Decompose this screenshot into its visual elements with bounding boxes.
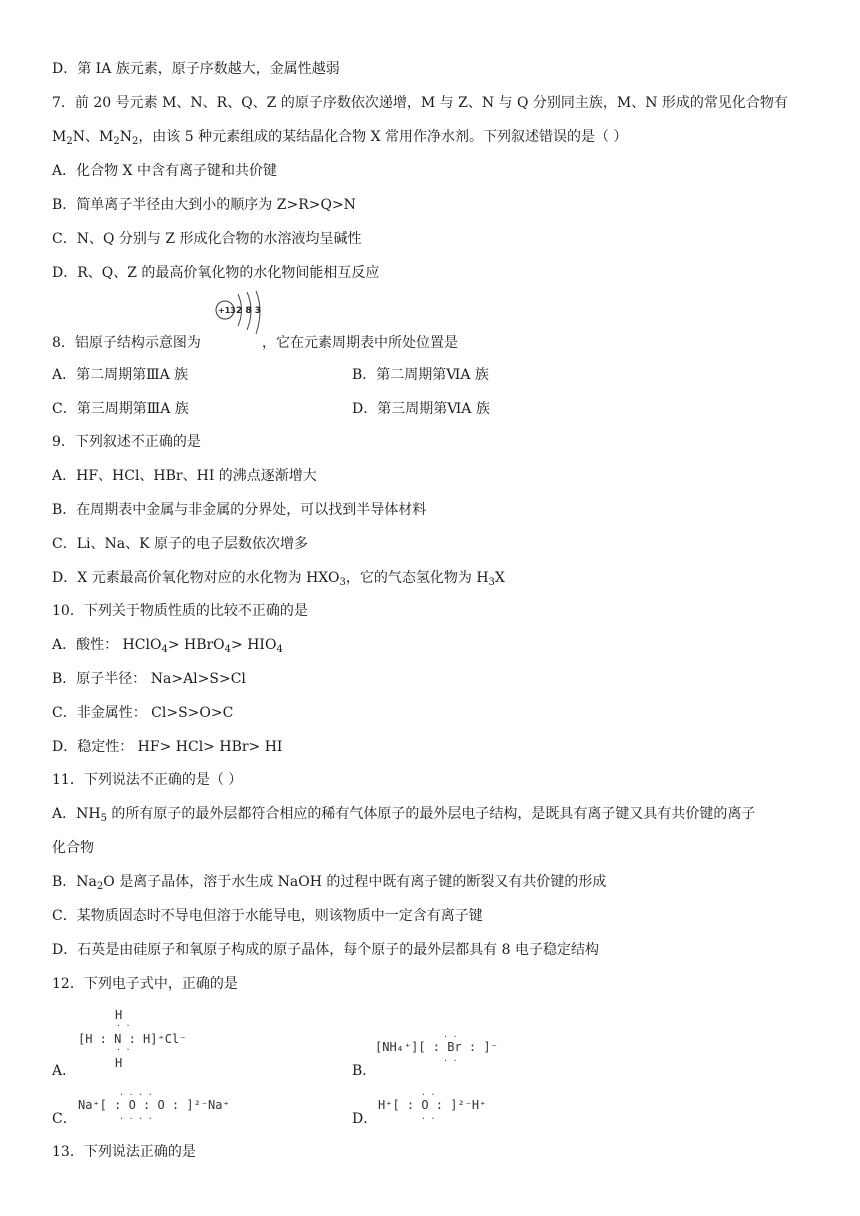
q8-option-c: C．第三周期第ⅢA 族 [52, 401, 189, 417]
formula-d: H⁺[ : O : ]²⁻H⁺ [378, 1098, 487, 1112]
q10-option-a: A．酸性： HClO$_4$> HBrO$_4$> $HIO_4$ [52, 637, 283, 655]
q7-stem-line2: $M_2N$、$M_2N_2$，由该 5 种元素组成的某结晶化合物 X 常用作净水剂。下列叙述错误的是（ ） [52, 129, 628, 147]
electron-pair-dots: · · [443, 1032, 458, 1041]
formula-b: [NH₄⁺][ : Br : ]⁻ [375, 1040, 498, 1054]
q7-option-c: C．N、Q 分别与 Z 形成化合物的水溶液均呈碱性 [52, 231, 362, 247]
electron-pair-dots: · · [116, 1021, 131, 1030]
electron-pair-dots: · · · · [119, 1090, 153, 1099]
q8-option-b: B．第二周期第ⅥA 族 [352, 367, 489, 383]
q11-option-c: C．某物质固态时不导电但溶于水能导电，则该物质中一定含有离子键 [52, 908, 483, 924]
electron-pair-dots: · · [421, 1090, 436, 1099]
q8-stem-after: ，它在元素周期表中所处位置是 [262, 335, 458, 351]
formula-a-top-h: H [115, 1008, 123, 1022]
q8-option-a: A．第二周期第ⅢA 族 [52, 367, 189, 383]
electron-pair-dots: · · [443, 1056, 458, 1065]
aluminum-atom-diagram [212, 290, 264, 346]
q12-option-d-formula [378, 1090, 487, 1123]
q10-option-c: C．非金属性： Cl>S>O>C [52, 705, 234, 721]
q13-stem: 13．下列说法正确的是 [52, 1144, 196, 1160]
q8-stem-before: 8．铝原子结构示意图为 [52, 335, 201, 351]
q12-option-c-label: C． [52, 1111, 77, 1127]
q7-option-d: D．R、Q、Z 的最高价氧化物的水化物间能相互反应 [52, 265, 380, 281]
q11-option-a: A．$NH_5$ 的所有原子的最外层都符合相应的稀有气体原子的最外层电子结构，是既具有离子键又具有共价键的离子 [52, 806, 756, 824]
q11-stem: 11．下列说法不正确的是（ ） [52, 772, 243, 788]
electron-pair-dots: · · [421, 1114, 436, 1123]
q10-stem: 10．下列关于物质性质的比较不正确的是 [52, 603, 308, 619]
q10-option-b: B．原子半径： Na>Al>S>Cl [52, 671, 246, 687]
q12-stem: 12．下列电子式中，正确的是 [52, 976, 238, 992]
q9-option-d: D．X 元素最高价氧化物对应的水化物为 $HXO_3$，它的气态氢化物为 $H_3X$ [52, 570, 505, 588]
q12-option-c-formula [78, 1090, 230, 1123]
q12-option-d-label: D． [352, 1111, 378, 1127]
q11-option-a-continued: 化合物 [52, 840, 94, 856]
q11-option-d: D．石英是由硅原子和氧原子构成的原子晶体，每个原子的最外层都具有 8 电子稳定结构 [52, 942, 600, 958]
shell-electrons-label: 2 8 3 [236, 306, 262, 316]
q10-option-d: D．稳定性： HF> HCl> HBr> HI [52, 739, 283, 755]
q12-option-a-formula [78, 1008, 198, 1072]
q9-stem: 9．下列叙述不正确的是 [52, 434, 201, 450]
q12-option-b-label: B． [352, 1063, 377, 1079]
formula-a-bottom-h: H [115, 1056, 123, 1070]
q7-option-b: B．简单离子半径由大到小的顺序为 Z>R>Q>N [52, 197, 356, 213]
q7-stem-line1: 7．前 20 号元素 M、N、R、Q、Z 的原子序数依次递增，M 与 Z、N 与 Q 分别同主族，M、N 形成的常见化合物有 [52, 95, 788, 111]
q9-option-a: A．HF、HCl、HBr、HI 的沸点逐渐增大 [52, 468, 317, 484]
formula-a-main: [H : N : H]⁺Cl⁻ [78, 1032, 187, 1046]
electron-pair-dots: · · · · [119, 1114, 153, 1123]
q11-option-b: B．$Na_2O$ 是离子晶体，溶于水生成 NaOH 的过程中既有离子键的断裂又有共价键的形成 [52, 874, 607, 892]
q6-option-d: D．第 IA 族元素，原子序数越大，金属性越弱 [52, 61, 340, 77]
q12-option-b-formula [375, 1032, 498, 1065]
q12-option-a-label: A． [52, 1063, 77, 1079]
q8-option-d: D．第三周期第ⅥA 族 [352, 401, 490, 417]
electron-pair-dots: · · [116, 1045, 131, 1054]
formula-c: Na⁺[ : O : O : ]²⁻Na⁺ [78, 1098, 230, 1112]
q9-option-c: C．Li、Na、K 原子的电子层数依次增多 [52, 536, 308, 552]
q7-option-a: A．化合物 X 中含有离子键和共价键 [52, 163, 277, 179]
nucleus-label: +13 [218, 306, 236, 315]
q9-option-b: B．在周期表中金属与非金属的分界处，可以找到半导体材料 [52, 502, 427, 518]
